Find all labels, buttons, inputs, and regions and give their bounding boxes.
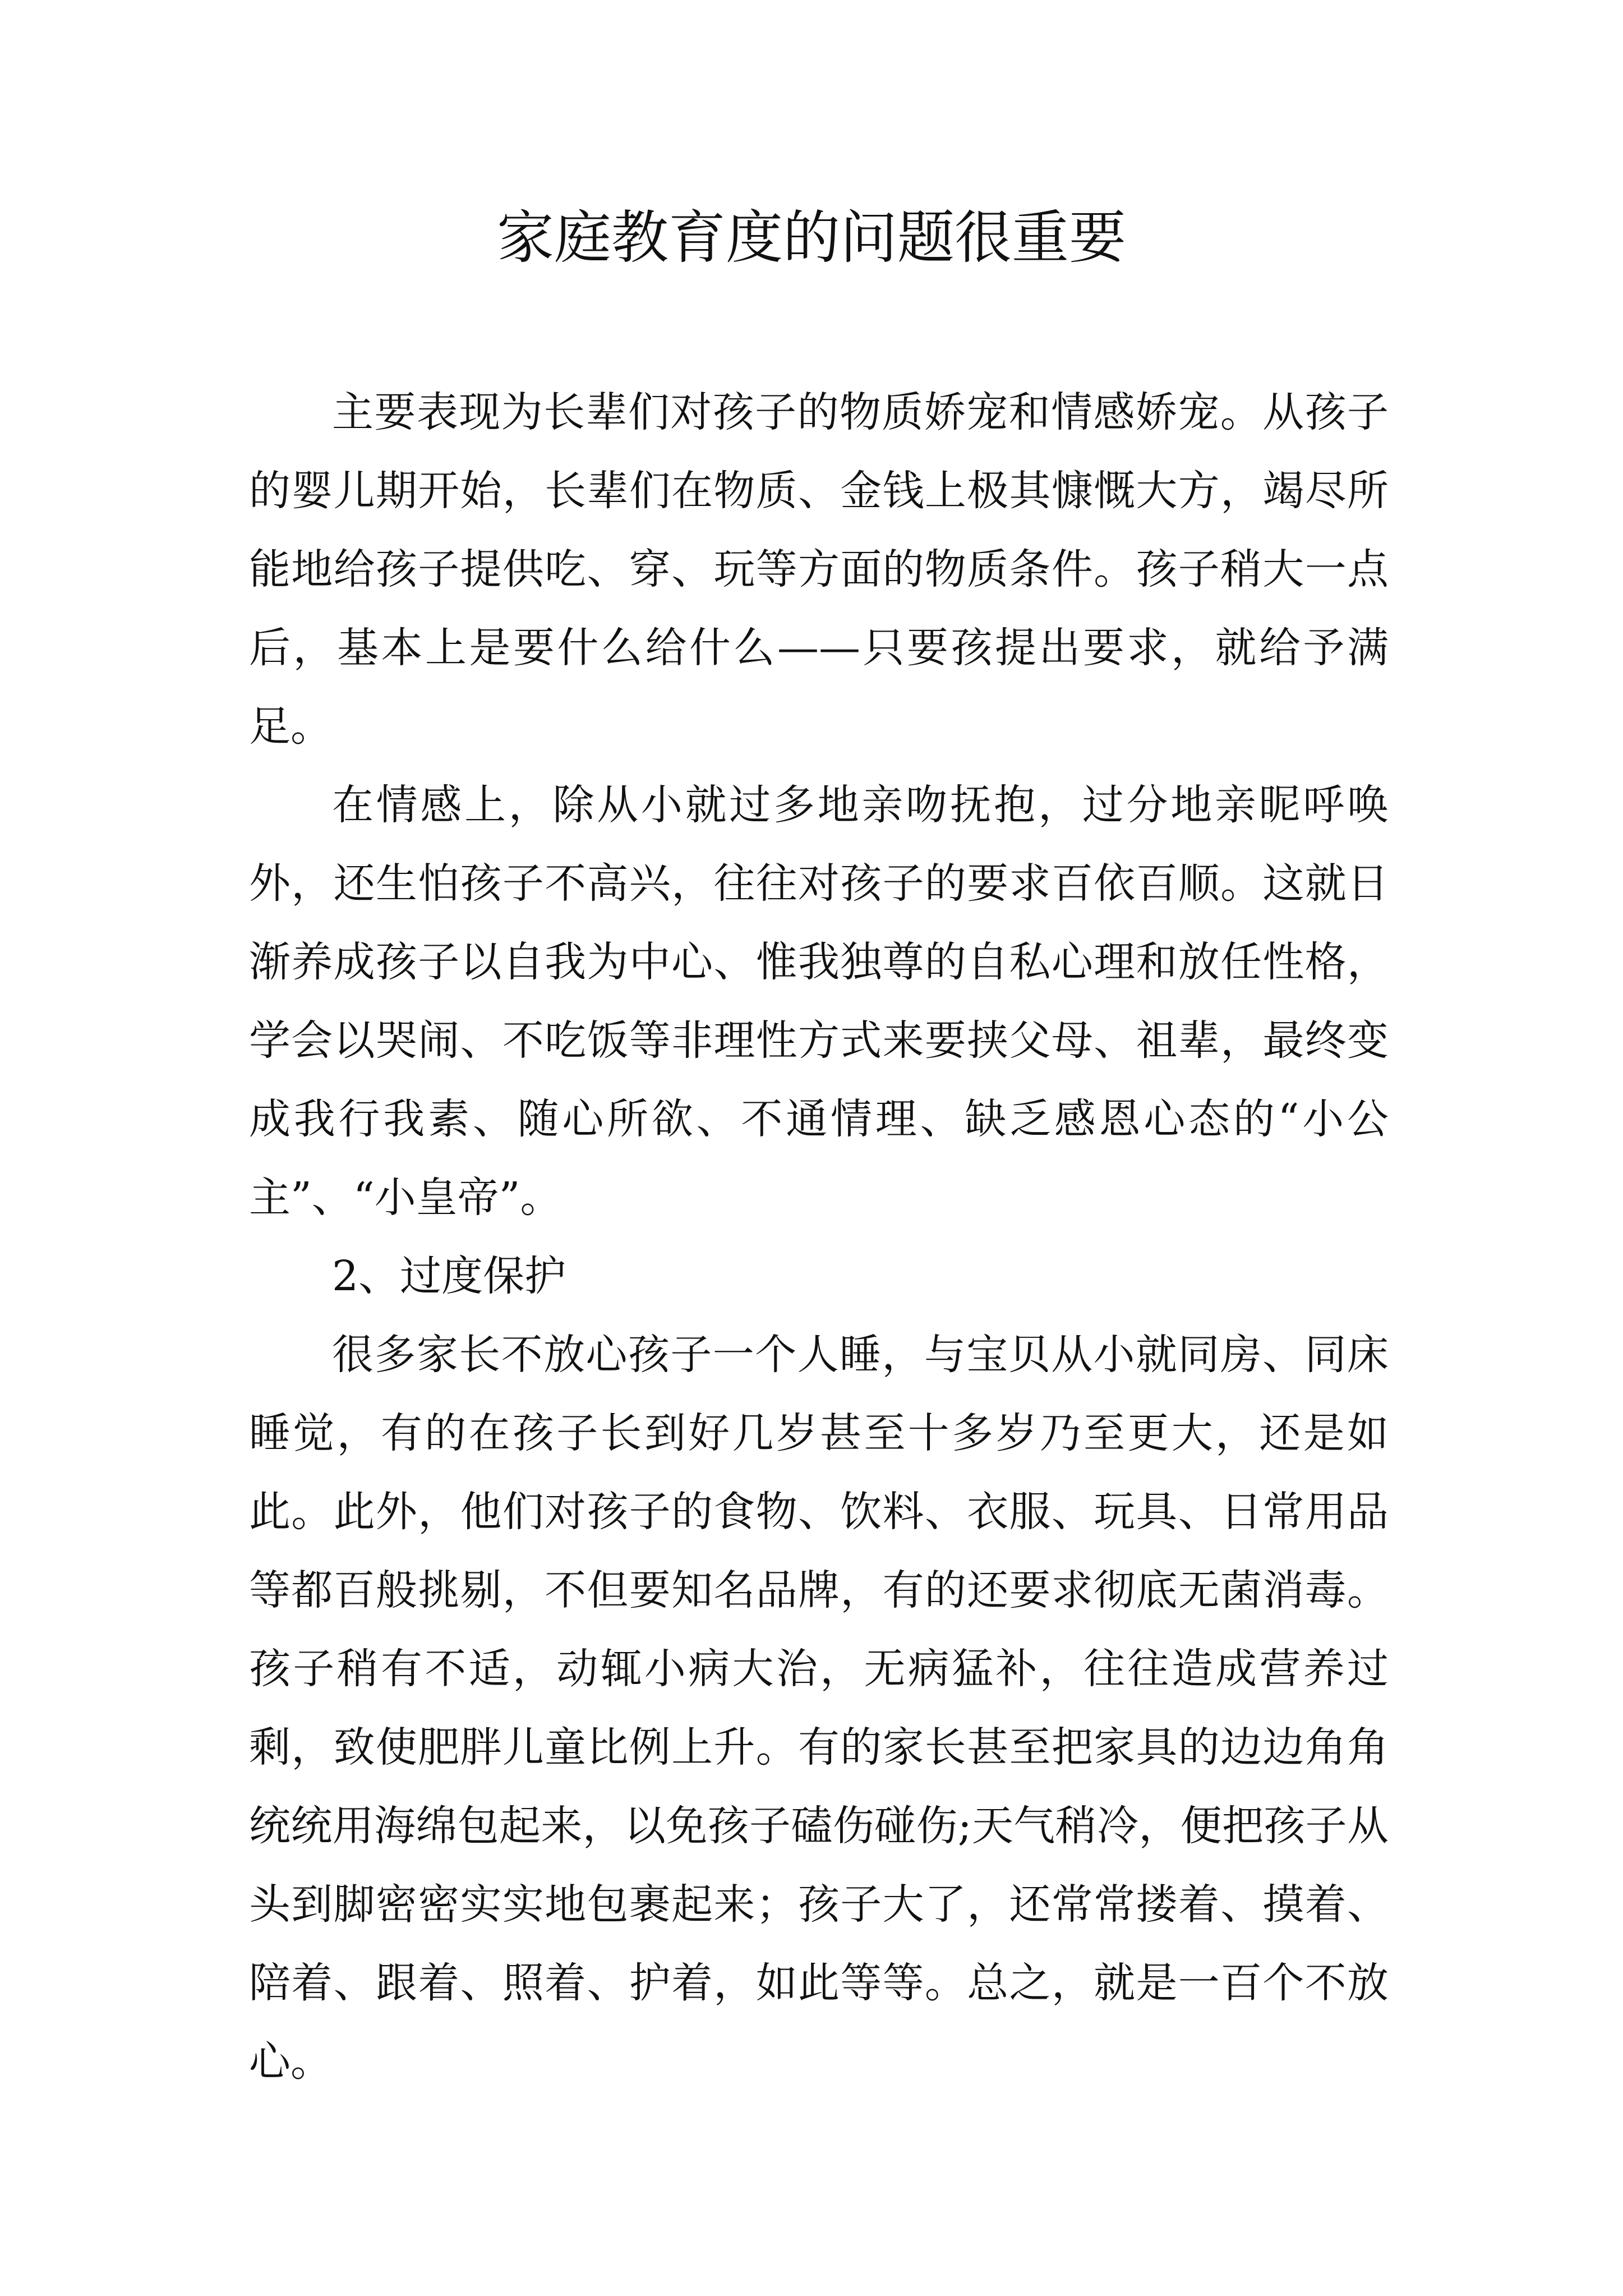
document-body	[249, 373, 1389, 2101]
section-heading-overprotection: 2、过度保护	[332, 1252, 566, 1300]
paragraph-overprotection: 很多家长不放心孩子一个人睡，与宝贝从小就同房、同床睡觉，有的在孩子长到好几岁甚至十多岁乃至更大，还是如此。此外，他们对孩子的食物、饮料、衣服、玩具、日常用品等都百般挑剔，不但要知名品牌，有的还要求彻底无菌消毒。孩子稍有不适，动辄小病大治，无病猛补，往往造成营养过剩，致使肥胖儿童比例上升。有的家长甚至把家具的边边角角统统用海绵包起来，以免孩子磕伤碰伤;天气稍冷，便把孩子从头到脚密密实实地包裹起来；孩子大了，还常常搂着、摸着、陪着、跟着、照着、护着，如此等等。总之，就是一百个不放心。	[249, 1331, 1389, 2086]
document-title: 家庭教育度的问题很重要	[497, 205, 1126, 272]
paragraph-emotional-pampering: 在情感上，除从小就过多地亲吻抚抱，过分地亲昵呼唤外，还生怕孩子不高兴，往往对孩子的要求百依百顺。这就日渐养成孩子以自我为中心、惟我独尊的自私心理和放任性格，学会以哭闹、不吃饭等非理性方式来要挟父母、祖辈，最终变成我行我素、随心所欲、不通情理、缺乏感恩心态的“小公主”、“小皇帝”。	[249, 781, 1389, 1222]
paragraph-material-pampering: 主要表现为长辈们对孩子的物质娇宠和情感娇宠。从孩子的婴儿期开始，长辈们在物质、金钱上极其慷慨大方，竭尽所能地给孩子提供吃、穿、玩等方面的物质条件。孩子稍大一点后，基本上是要什么给什么——只要孩提出要求，就给予满足。	[249, 388, 1389, 751]
